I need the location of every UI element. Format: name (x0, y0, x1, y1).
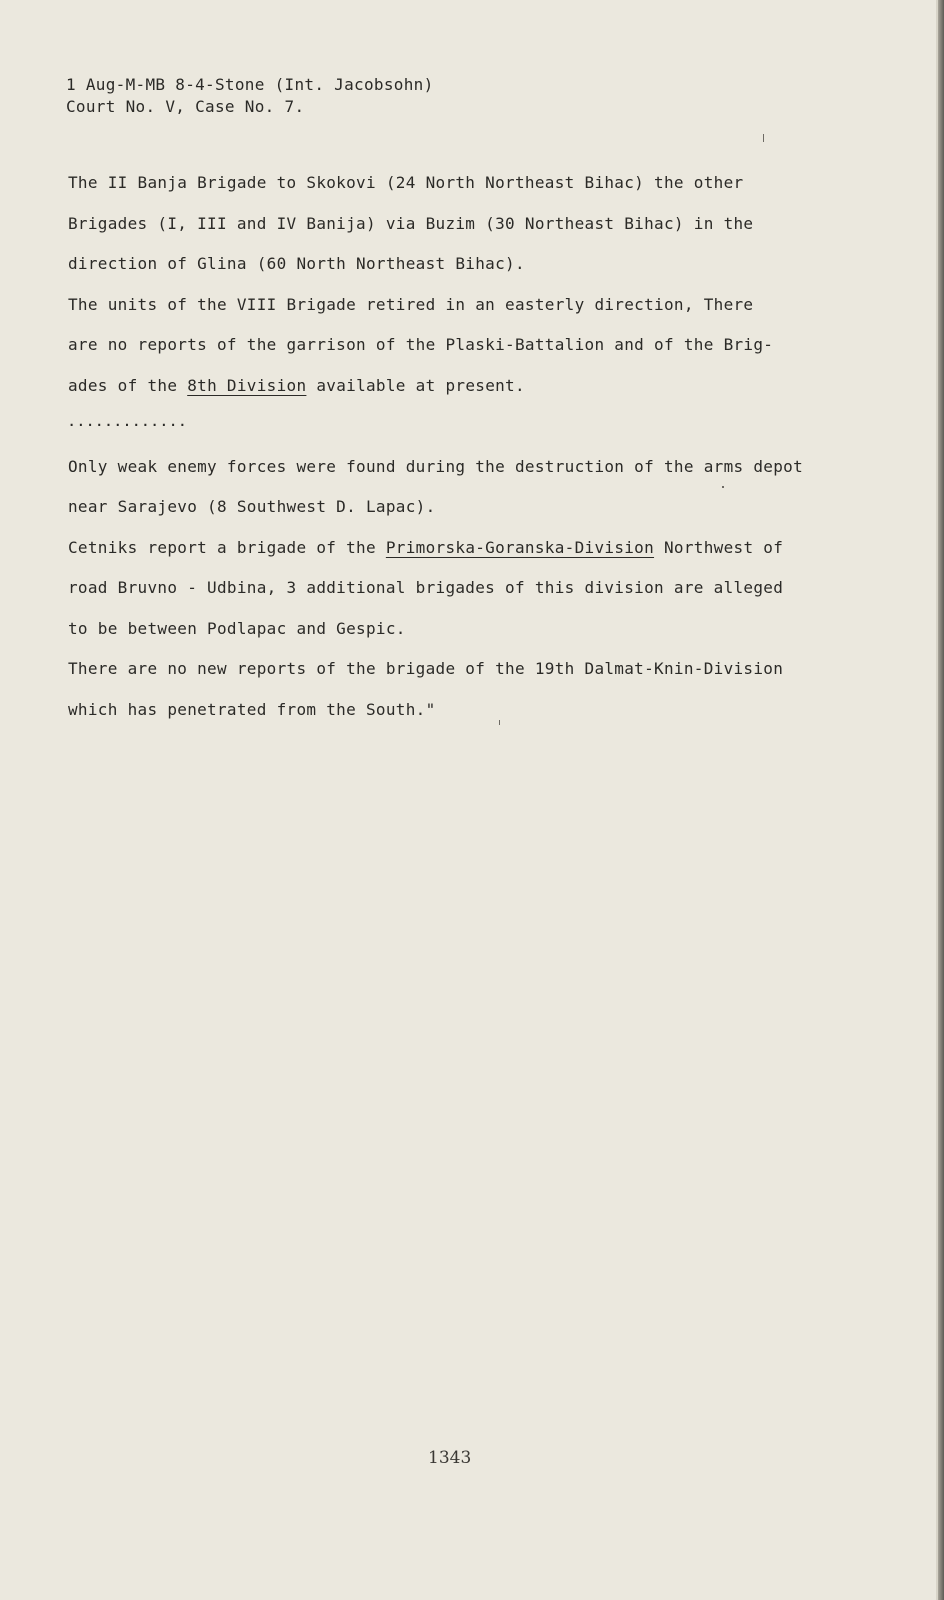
page-number: 1343 (428, 1448, 472, 1468)
text-line (68, 371, 803, 412)
document-header (66, 74, 434, 118)
text-line: The units of the VIII Brigade retired in an easterly direction, There (68, 294, 754, 314)
header-court-line: Court No. V, Case No. 7. (66, 97, 305, 116)
text-span: Cetniks report a brigade of the (68, 537, 386, 557)
text-line: road Bruvno - Udbina, 3 additional brigades of this division are alleged (68, 578, 784, 597)
paper-speck (722, 486, 724, 488)
text-span: Northwest of (654, 537, 784, 557)
text-line (68, 533, 803, 574)
text-line: to be between Podlapac and Gespic. (68, 618, 406, 638)
text-line: Only weak enemy forces were found during the destruction of the arms depot (68, 456, 804, 476)
text-line: The II Banja Brigade to Skokovi (24 North Northeast Bihac) the other (68, 173, 744, 192)
text-line: which has penetrated from the South." (68, 699, 436, 719)
text-span: ades of the (68, 375, 188, 395)
paper-speck (499, 720, 500, 725)
underlined-division-name: 8th Division (187, 375, 307, 395)
document-body (68, 168, 803, 735)
text-line: are no reports of the garrison of the Plaski-Battalion and of the Brig- (68, 335, 774, 354)
underlined-division-name: Primorska-Goranska-Division (385, 537, 655, 557)
text-span: available at present. (306, 375, 525, 395)
section-separator: ............. (68, 415, 188, 429)
page-edge-shadow (938, 0, 944, 1600)
text-line: direction of Glina (60 North Northeast Bihac). (68, 254, 525, 273)
header-reference-line: 1 Aug-M-MB 8-4-Stone (Int. Jacobsohn) (66, 75, 434, 94)
text-line: Brigades (I, III and IV Banija) via Buzim (30 Northeast Bihac) in the (68, 213, 754, 233)
paper-speck (763, 134, 764, 142)
text-line: There are no new reports of the brigade of the 19th Dalmat-Knin-Division (68, 659, 784, 678)
text-line: near Sarajevo (8 Southwest D. Lapac). (68, 497, 436, 516)
